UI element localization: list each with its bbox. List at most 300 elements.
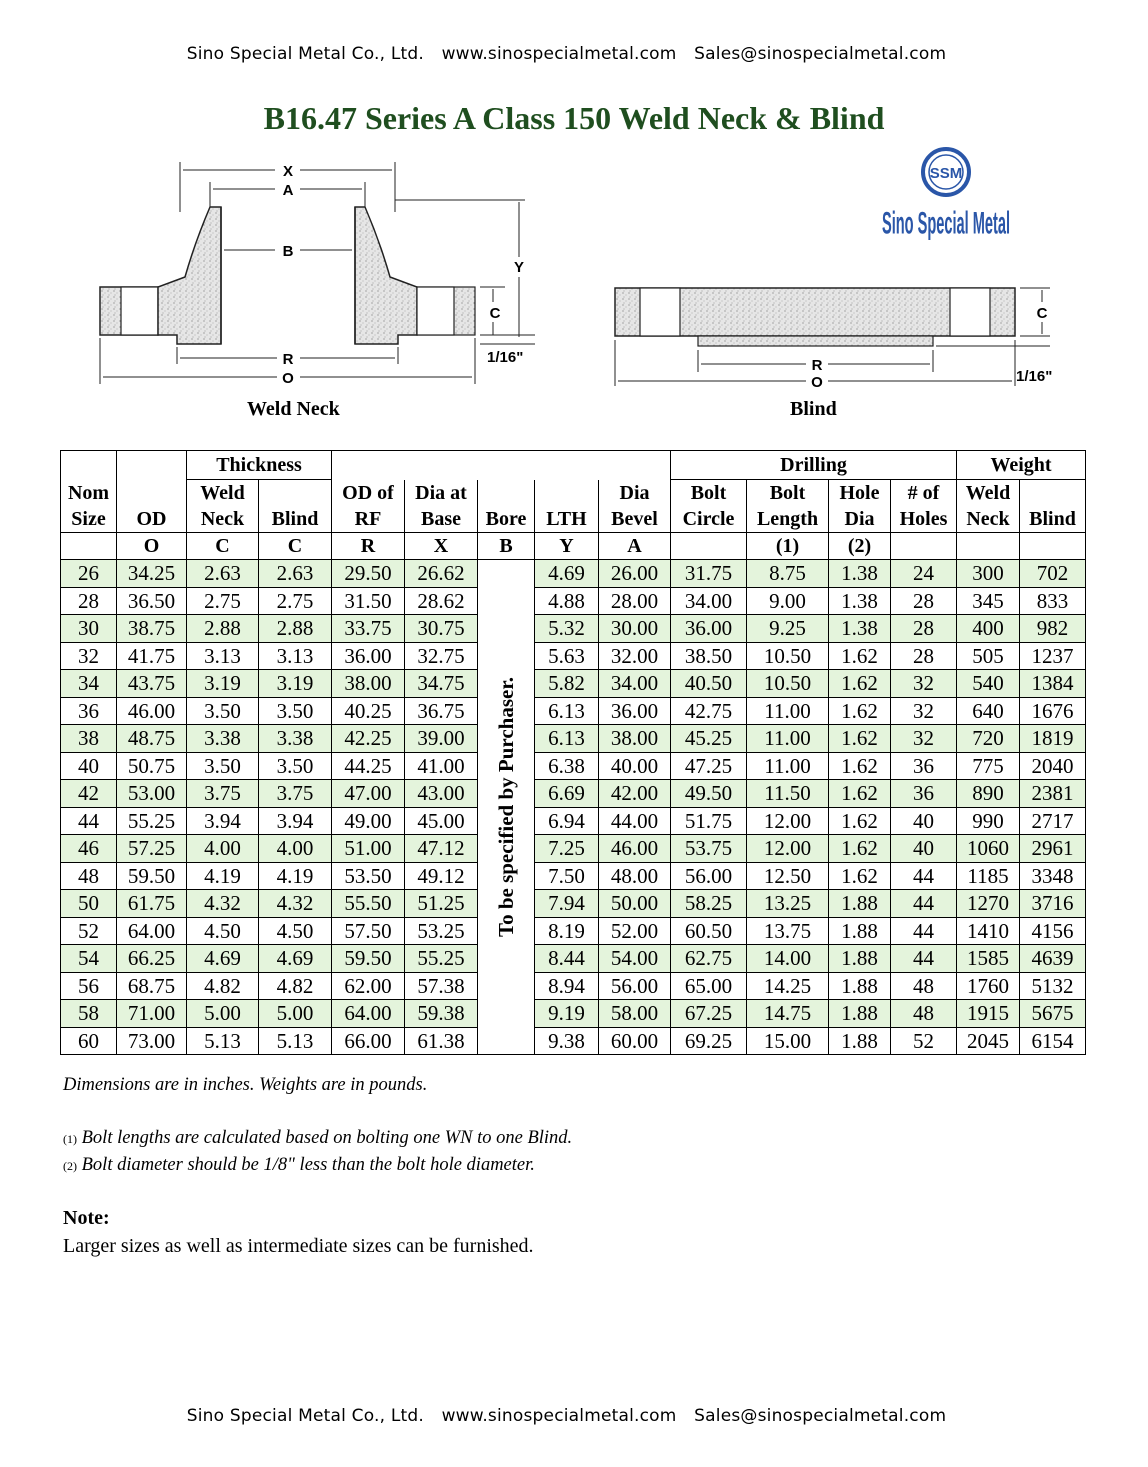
table-cell: 4.69 <box>187 945 259 973</box>
table-cell: 4.19 <box>187 862 259 890</box>
table-cell: 8.75 <box>747 560 829 588</box>
table-cell: 64.00 <box>117 917 187 945</box>
table-cell: 2.75 <box>187 587 259 615</box>
table-cell: 64.00 <box>332 1000 405 1028</box>
table-cell: 57.38 <box>405 972 478 1000</box>
thickness-group-header: Thickness <box>187 451 332 480</box>
table-cell: 14.75 <box>747 1000 829 1028</box>
table-cell: 3.19 <box>259 670 332 698</box>
table-cell: 833 <box>1020 587 1086 615</box>
table-cell: 29.50 <box>332 560 405 588</box>
table-cell: 47.12 <box>405 835 478 863</box>
table-cell: 67.25 <box>671 1000 747 1028</box>
table-row <box>61 862 1086 890</box>
dim-rf-label: 1/16" <box>487 349 524 366</box>
table-cell: 49.50 <box>671 780 747 808</box>
dim-r-label: R <box>282 351 294 368</box>
table-cell: 640 <box>957 697 1020 725</box>
table-cell: 720 <box>957 725 1020 753</box>
table-cell: 28 <box>891 615 957 643</box>
table-cell: 1676 <box>1020 697 1086 725</box>
table-cell: 36.00 <box>671 615 747 643</box>
dim-a-label: A <box>282 182 294 199</box>
table-cell: 4.82 <box>187 972 259 1000</box>
table-cell: 3348 <box>1020 862 1086 890</box>
table-cell: 46.00 <box>117 697 187 725</box>
blind-caption: Blind <box>790 398 837 420</box>
table-cell: 40 <box>891 835 957 863</box>
table-cell: 3.38 <box>259 725 332 753</box>
table-cell: 14.00 <box>747 945 829 973</box>
table-cell: 57.50 <box>332 917 405 945</box>
logo-emblem-text: SSM <box>929 165 963 182</box>
table-cell: 11.00 <box>747 752 829 780</box>
table-cell: 61.75 <box>117 890 187 918</box>
table-cell: 4.69 <box>259 945 332 973</box>
table-cell: 7.50 <box>535 862 599 890</box>
table-cell: 28.00 <box>599 587 671 615</box>
table-cell: 44.25 <box>332 752 405 780</box>
table-cell: 43.00 <box>405 780 478 808</box>
table-cell: 9.25 <box>747 615 829 643</box>
table-cell: 28 <box>891 642 957 670</box>
table-cell: 13.25 <box>747 890 829 918</box>
table-cell: 1270 <box>957 890 1020 918</box>
table-cell: 7.25 <box>535 835 599 863</box>
table-row <box>61 752 1086 780</box>
table-cell: 3.13 <box>259 642 332 670</box>
table-cell: 51.75 <box>671 807 747 835</box>
table-row <box>61 835 1086 863</box>
table-cell: 2.88 <box>187 615 259 643</box>
table-cell: 56.00 <box>671 862 747 890</box>
table-cell: 48.75 <box>117 725 187 753</box>
table-cell: 46.00 <box>599 835 671 863</box>
table-cell: 3.50 <box>259 697 332 725</box>
table-cell: 7.94 <box>535 890 599 918</box>
table-cell: 1384 <box>1020 670 1086 698</box>
col-bevel-line2: Bevel <box>599 506 671 533</box>
table-cell: 400 <box>957 615 1020 643</box>
footnote-2-mark: (2) <box>63 1159 77 1173</box>
col-wwn-line2: Neck <box>957 506 1020 533</box>
table-cell: 36 <box>61 697 117 725</box>
page-footer <box>0 1406 1133 1426</box>
table-cell: 9.38 <box>535 1027 599 1055</box>
table-row <box>61 807 1086 835</box>
table-row <box>61 780 1086 808</box>
col-wn-line2: Neck <box>187 506 259 533</box>
dim-o-label: O <box>282 370 294 387</box>
table-cell: 702 <box>1020 560 1086 588</box>
dim-c-label: C <box>489 305 501 322</box>
table-cell: 345 <box>957 587 1020 615</box>
table-cell: 32 <box>891 670 957 698</box>
table-cell: 4.50 <box>187 917 259 945</box>
table-cell: 982 <box>1020 615 1086 643</box>
col-hd-line1: Hole <box>829 480 891 507</box>
table-cell: 59.50 <box>117 862 187 890</box>
table-row <box>61 670 1086 698</box>
table-cell: 11.00 <box>747 697 829 725</box>
table-cell: 1.62 <box>829 697 891 725</box>
footnote-1 <box>63 1128 572 1149</box>
sym-bevel: A <box>599 533 671 560</box>
dim-x-label: X <box>282 163 294 180</box>
table-cell: 42.25 <box>332 725 405 753</box>
table-cell: 32 <box>61 642 117 670</box>
table-cell: 52.00 <box>599 917 671 945</box>
table-cell: 30 <box>61 615 117 643</box>
table-cell: 41.75 <box>117 642 187 670</box>
table-cell: 9.00 <box>747 587 829 615</box>
table-cell: 1819 <box>1020 725 1086 753</box>
table-cell: 36 <box>891 752 957 780</box>
sym-od: O <box>117 533 187 560</box>
table-cell: 28 <box>61 587 117 615</box>
table-cell: 4.50 <box>259 917 332 945</box>
table-cell: 4.32 <box>187 890 259 918</box>
table-cell: 45.00 <box>405 807 478 835</box>
sym-blind: C <box>259 533 332 560</box>
table-cell: 42.00 <box>599 780 671 808</box>
table-cell: 44 <box>891 862 957 890</box>
table-cell: 26.00 <box>599 560 671 588</box>
table-cell: 38.00 <box>599 725 671 753</box>
table-cell: 1760 <box>957 972 1020 1000</box>
table-cell: 62.00 <box>332 972 405 1000</box>
col-blind-header: Blind <box>259 506 332 533</box>
table-cell: 39.00 <box>405 725 478 753</box>
table-cell: 1.62 <box>829 835 891 863</box>
table-cell: 43.75 <box>117 670 187 698</box>
col-nom-line1: Nom <box>61 480 117 507</box>
blind-dim-c-label: C <box>1036 305 1048 322</box>
table-row <box>61 560 1086 588</box>
logo-name-text: Sino Special Metal <box>882 205 1010 241</box>
table-cell: 1.88 <box>829 945 891 973</box>
table-row <box>61 642 1086 670</box>
table-cell: 38.00 <box>332 670 405 698</box>
page-title: B16.47 Series A Class 150 Weld Neck & Blind <box>263 100 885 136</box>
table-cell: 54 <box>61 945 117 973</box>
table-cell: 1.62 <box>829 807 891 835</box>
table-cell: 3.75 <box>259 780 332 808</box>
table-cell: 48 <box>61 862 117 890</box>
table-cell: 58 <box>61 1000 117 1028</box>
blind-diagram <box>610 280 1070 395</box>
note-heading: Note: <box>63 1207 110 1229</box>
table-cell: 5.32 <box>535 615 599 643</box>
table-cell: 3716 <box>1020 890 1086 918</box>
table-cell: 890 <box>957 780 1020 808</box>
table-cell: 34.00 <box>671 587 747 615</box>
bore-note: To be specified by Purchaser. <box>494 677 518 937</box>
table-cell: 5.63 <box>535 642 599 670</box>
table-cell: 58.25 <box>671 890 747 918</box>
footer-website-link[interactable]: www.sinospecialmetal.com <box>441 1406 677 1426</box>
sym-wn: C <box>187 533 259 560</box>
col-bl-line2: Length <box>747 506 829 533</box>
table-cell: 1.38 <box>829 615 891 643</box>
table-cell: 58.00 <box>599 1000 671 1028</box>
table-cell: 3.13 <box>187 642 259 670</box>
footer-email-link[interactable]: Sales@sinospecialmetal.com <box>694 1406 947 1426</box>
table-cell: 46 <box>61 835 117 863</box>
blind-dim-rf-label: 1/16" <box>1016 368 1053 385</box>
table-cell: 4156 <box>1020 917 1086 945</box>
table-cell: 31.75 <box>671 560 747 588</box>
table-cell: 5.13 <box>259 1027 332 1055</box>
table-cell: 2.88 <box>259 615 332 643</box>
col-odrf-line1: OD of <box>332 480 405 507</box>
table-cell: 40.00 <box>599 752 671 780</box>
table-cell: 4.69 <box>535 560 599 588</box>
table-cell: 59.38 <box>405 1000 478 1028</box>
table-cell: 1.62 <box>829 780 891 808</box>
table-cell: 4.00 <box>259 835 332 863</box>
table-cell: 36.00 <box>332 642 405 670</box>
table-cell: 49.00 <box>332 807 405 835</box>
table-cell: 1.88 <box>829 972 891 1000</box>
table-cell: 13.75 <box>747 917 829 945</box>
table-cell: 5.82 <box>535 670 599 698</box>
footnote-2-text: Bolt diameter should be 1/8" less than the bolt hole diameter. <box>81 1155 535 1175</box>
table-cell: 24 <box>891 560 957 588</box>
company-email-link[interactable]: Sales@sinospecialmetal.com <box>694 44 947 64</box>
sym-hd-note: (2) <box>829 533 891 560</box>
table-cell: 41.00 <box>405 752 478 780</box>
table-cell: 53.25 <box>405 917 478 945</box>
table-cell: 34.25 <box>117 560 187 588</box>
table-cell: 15.00 <box>747 1027 829 1055</box>
flange-dimensions-table <box>60 450 1086 1055</box>
table-cell: 12.00 <box>747 807 829 835</box>
table-cell: 3.94 <box>259 807 332 835</box>
table-cell: 1.88 <box>829 1000 891 1028</box>
weld-neck-caption: Weld Neck <box>247 398 340 420</box>
table-cell: 8.94 <box>535 972 599 1000</box>
table-cell: 32.00 <box>599 642 671 670</box>
table-cell: 45.25 <box>671 725 747 753</box>
col-holes-line2: Holes <box>891 506 957 533</box>
table-cell: 53.50 <box>332 862 405 890</box>
col-bl-line1: Bolt <box>747 480 829 507</box>
table-cell: 49.12 <box>405 862 478 890</box>
sym-lth: Y <box>535 533 599 560</box>
table-cell: 33.75 <box>332 615 405 643</box>
table-cell: 44.00 <box>599 807 671 835</box>
table-cell: 26 <box>61 560 117 588</box>
table-cell: 40.50 <box>671 670 747 698</box>
sym-base: X <box>405 533 478 560</box>
table-cell: 53.75 <box>671 835 747 863</box>
table-cell: 2961 <box>1020 835 1086 863</box>
table-cell: 3.50 <box>259 752 332 780</box>
table-cell: 4.88 <box>535 587 599 615</box>
col-lth-header: LTH <box>535 506 599 533</box>
table-cell: 34.00 <box>599 670 671 698</box>
table-cell: 48 <box>891 1000 957 1028</box>
table-cell: 10.50 <box>747 642 829 670</box>
table-cell: 14.25 <box>747 972 829 1000</box>
table-row <box>61 1027 1086 1055</box>
table-cell: 51.00 <box>332 835 405 863</box>
table-cell: 44 <box>891 917 957 945</box>
table-cell: 505 <box>957 642 1020 670</box>
table-cell: 4.32 <box>259 890 332 918</box>
table-cell: 36.50 <box>117 587 187 615</box>
table-cell: 11.00 <box>747 725 829 753</box>
table-row <box>61 615 1086 643</box>
blind-dim-r-label: R <box>811 357 823 374</box>
table-cell: 3.38 <box>187 725 259 753</box>
table-cell: 54.00 <box>599 945 671 973</box>
table-cell: 5.13 <box>187 1027 259 1055</box>
table-cell: 1.62 <box>829 862 891 890</box>
table-cell: 40.25 <box>332 697 405 725</box>
col-wbl-header: Blind <box>1020 506 1086 533</box>
table-cell: 73.00 <box>117 1027 187 1055</box>
table-cell: 38.50 <box>671 642 747 670</box>
company-website-link[interactable]: www.sinospecialmetal.com <box>441 44 677 64</box>
table-cell: 65.00 <box>671 972 747 1000</box>
table-cell: 8.19 <box>535 917 599 945</box>
table-cell: 56.00 <box>599 972 671 1000</box>
table-cell: 36 <box>891 780 957 808</box>
table-cell: 1.88 <box>829 917 891 945</box>
company-name: Sino Special Metal Co., Ltd. <box>186 44 424 64</box>
col-nom-line2: Size <box>61 506 117 533</box>
table-cell: 6154 <box>1020 1027 1086 1055</box>
table-cell: 34.75 <box>405 670 478 698</box>
table-cell: 47.00 <box>332 780 405 808</box>
sym-bore: B <box>478 533 535 560</box>
table-cell: 1.88 <box>829 1027 891 1055</box>
table-cell: 40 <box>891 807 957 835</box>
table-cell: 66.25 <box>117 945 187 973</box>
table-cell: 5.00 <box>259 1000 332 1028</box>
table-cell: 2.63 <box>187 560 259 588</box>
table-cell: 69.25 <box>671 1027 747 1055</box>
table-cell: 4.19 <box>259 862 332 890</box>
col-wn-line1: Weld <box>187 480 259 507</box>
table-cell: 44 <box>61 807 117 835</box>
table-cell: 34 <box>61 670 117 698</box>
table-cell: 52 <box>61 917 117 945</box>
table-cell: 42 <box>61 780 117 808</box>
table-cell: 55.25 <box>117 807 187 835</box>
table-row <box>61 697 1086 725</box>
table-cell: 28.62 <box>405 587 478 615</box>
table-row <box>61 917 1086 945</box>
table-cell: 51.25 <box>405 890 478 918</box>
table-cell: 30.75 <box>405 615 478 643</box>
table-cell: 60 <box>61 1027 117 1055</box>
sym-bl-note: (1) <box>747 533 829 560</box>
table-cell: 1585 <box>957 945 1020 973</box>
table-cell: 11.50 <box>747 780 829 808</box>
weld-neck-diagram <box>95 152 535 392</box>
table-cell: 59.50 <box>332 945 405 973</box>
table-cell: 6.13 <box>535 725 599 753</box>
table-cell: 3.19 <box>187 670 259 698</box>
table-cell: 32.75 <box>405 642 478 670</box>
table-cell: 30.00 <box>599 615 671 643</box>
table-row <box>61 1000 1086 1028</box>
table-cell: 540 <box>957 670 1020 698</box>
col-base-line1: Dia at <box>405 480 478 507</box>
table-cell: 52 <box>891 1027 957 1055</box>
drilling-group-header: Drilling <box>671 451 957 480</box>
table-cell: 44 <box>891 890 957 918</box>
units-note: Dimensions are in inches. Weights are in pounds. <box>63 1075 428 1095</box>
table-cell: 2717 <box>1020 807 1086 835</box>
table-cell: 2045 <box>957 1027 1020 1055</box>
table-cell: 12.00 <box>747 835 829 863</box>
company-logo <box>880 145 1020 245</box>
table-cell: 6.13 <box>535 697 599 725</box>
col-bevel-line1: Dia <box>599 480 671 507</box>
table-row <box>61 725 1086 753</box>
col-hd-line2: Dia <box>829 506 891 533</box>
table-cell: 50 <box>61 890 117 918</box>
table-cell: 5675 <box>1020 1000 1086 1028</box>
table-cell: 1237 <box>1020 642 1086 670</box>
bore-cell <box>478 560 535 1055</box>
table-cell: 2040 <box>1020 752 1086 780</box>
table-cell: 6.38 <box>535 752 599 780</box>
table-cell: 66.00 <box>332 1027 405 1055</box>
col-bc-line2: Circle <box>671 506 747 533</box>
table-cell: 775 <box>957 752 1020 780</box>
table-cell: 40 <box>61 752 117 780</box>
table-row <box>61 890 1086 918</box>
table-cell: 2.75 <box>259 587 332 615</box>
table-cell: 5.00 <box>187 1000 259 1028</box>
table-cell: 26.62 <box>405 560 478 588</box>
table-cell: 1060 <box>957 835 1020 863</box>
table-cell: 1.88 <box>829 890 891 918</box>
footnote-1-mark: (1) <box>63 1132 77 1146</box>
table-cell: 55.50 <box>332 890 405 918</box>
table-cell: 12.50 <box>747 862 829 890</box>
blind-dim-o-label: O <box>811 374 823 391</box>
table-cell: 42.75 <box>671 697 747 725</box>
table-cell: 38 <box>61 725 117 753</box>
table-cell: 300 <box>957 560 1020 588</box>
footnote-1-text: Bolt lengths are calculated based on bolting one WN to one Blind. <box>81 1128 573 1148</box>
table-cell: 3.75 <box>187 780 259 808</box>
table-cell: 48.00 <box>599 862 671 890</box>
table-cell: 55.25 <box>405 945 478 973</box>
table-cell: 48 <box>891 972 957 1000</box>
table-cell: 57.25 <box>117 835 187 863</box>
table-cell: 1185 <box>957 862 1020 890</box>
table-cell: 1.38 <box>829 560 891 588</box>
table-cell: 38.75 <box>117 615 187 643</box>
table-cell: 4.82 <box>259 972 332 1000</box>
table-cell: 68.75 <box>117 972 187 1000</box>
table-cell: 60.50 <box>671 917 747 945</box>
table-cell: 2381 <box>1020 780 1086 808</box>
page-header <box>0 44 1133 64</box>
note-text: Larger sizes as well as intermediate sizes can be furnished. <box>63 1235 534 1257</box>
table-cell: 71.00 <box>117 1000 187 1028</box>
table-row <box>61 587 1086 615</box>
footer-company-name: Sino Special Metal Co., Ltd. <box>186 1406 424 1426</box>
table-cell: 3.50 <box>187 752 259 780</box>
